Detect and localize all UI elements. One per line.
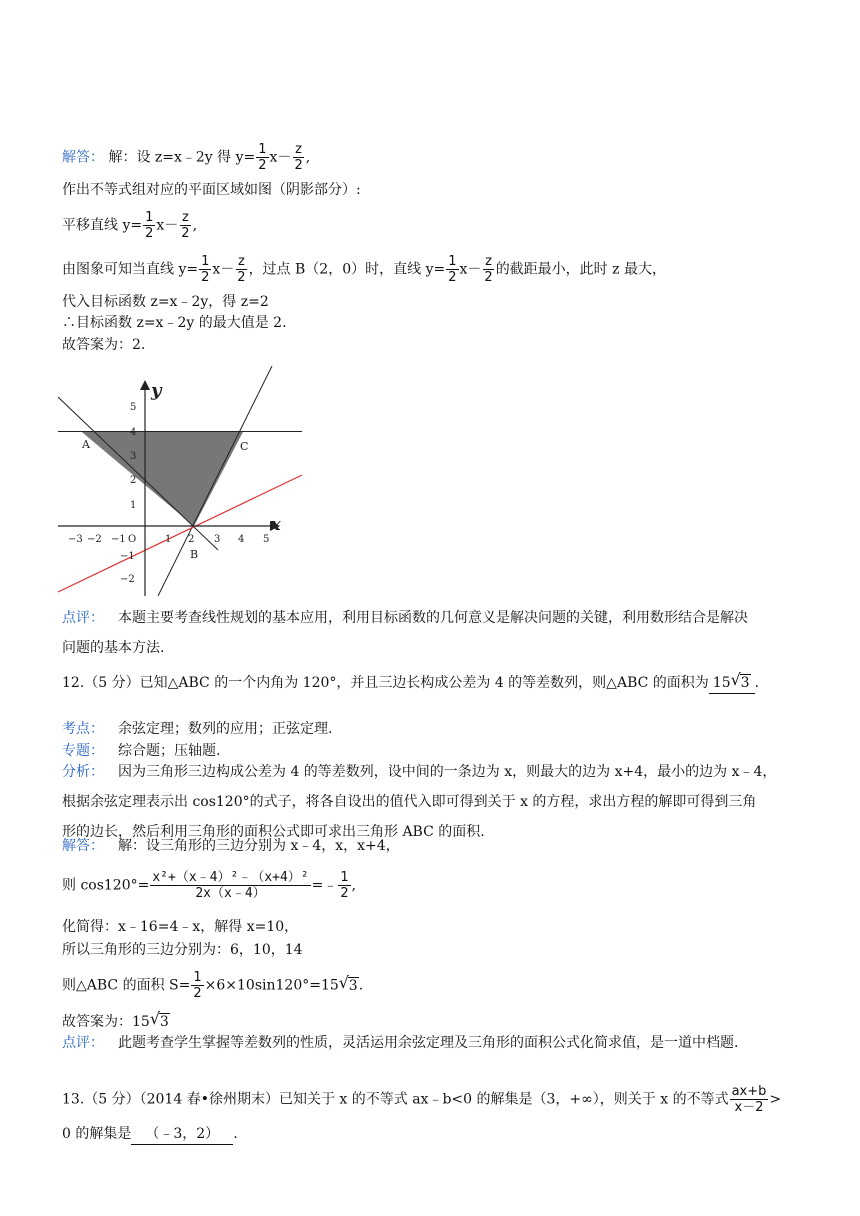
q12-solution-line1: 解答： 解：设三角形的三边分别为 x﹣4，x，x+4， — [62, 837, 400, 854]
point-a-label: A — [82, 438, 90, 451]
point-c-label: C — [240, 440, 249, 453]
q12-analysis: 分析： 因为三角形三边构成公差为 4 的等差数列，设中间的一条边为 x，则最大的边为 x+4，最小的边为 x﹣4， 根据余弦定理表示出 cos120°的式子，将各自设出的值代入即可得到关于 x 的方程，求出方程的解即可得到三角 形的边长，然后利用三角形的面积公式即可求出三角形 ABC 的面积. — [62, 763, 777, 840]
x-axis-label: x — [270, 514, 281, 535]
q12-answer-blank: 15 √ 3 — [709, 673, 755, 694]
x-tick-label: 5 — [263, 534, 270, 545]
shaded-region — [81, 432, 243, 527]
x-tick-label: −1 — [111, 534, 126, 545]
x-tick-label: 2 — [188, 534, 195, 545]
q12-simplify: 化简得：x﹣16=4﹣x，解得 x=10， — [62, 919, 299, 935]
y-tick-label: 2 — [130, 475, 137, 486]
q11-line2: 作出不等式组对应的平面区域如图（阴影部分）: — [62, 182, 361, 198]
q12-sides: 所以三角形的三边分别为：6，10，14 — [62, 942, 303, 958]
fraction-half: $\frac{1}{2}$ — [258, 142, 267, 173]
q12-cos-formula: 则 cos120°= $\frac{\text{x²+（x﹣4）²﹣（x+4）²}}{2x(x﹣4)}$ =﹣ $\frac{1}{2}$ , — [62, 870, 357, 901]
q12-comment: 点评： 此题考查学生掌握等差数列的性质，灵活运用余弦定理及三角形的面积公式化简求值，是一道中档题. — [62, 1034, 739, 1051]
q11-line6: ∴目标函数 z=x﹣2y 的最大值是 2. — [62, 315, 287, 331]
cos-fraction: $\frac{\text{x²+（x﹣4）²﹣（x+4）²}}{2x(x﹣4)}$ — [152, 870, 309, 901]
q13-answer-blank: （﹣3，2） — [131, 1124, 233, 1145]
point-b-label: B — [190, 548, 199, 561]
y-tick-label: −2 — [120, 574, 135, 585]
q12-area: 则△ABC 的面积 S= $\frac{1}{2}$ ×6×10sin120°=15 √ 3. — [62, 970, 364, 1001]
y-tick-label: 5 — [130, 402, 137, 413]
comment-tag: 点评： — [62, 609, 104, 625]
q11-line3: 平移直线 y= $\frac{1}{2}$ x－ $\frac{z}{2}$ , — [62, 210, 198, 241]
q13-line2: 0 的解集是 （﹣3，2） . — [62, 1124, 238, 1145]
y-tick-label: −1 — [120, 551, 135, 562]
y-axis-arrow — [140, 380, 150, 390]
y-tick-label: 1 — [130, 500, 137, 511]
fraction-z-half: $\frac{z}{2}$ — [294, 142, 303, 173]
x-tick-label: 1 — [165, 534, 172, 545]
x-tick-label: 3 — [214, 534, 221, 545]
q11-line4: 由图象可知当直线 y= $\frac{1}{2}$ x－ $\frac{z}{2}$ ，过点 B（2，0）时，直线 y= $\frac{1}{2}$ x－ $\frac{z}{2}$ 的截距最小，此时 z 最大， — [62, 254, 666, 285]
q13-stem: 13.（5 分）（2014 春•徐州期末）已知关于 x 的不等式 ax﹣b<0 的解集是（3，+∞），则关于 x 的不等式 $\frac{ax+b}{x-2}$ > — [62, 1084, 782, 1115]
feasible-region-graph — [58, 366, 302, 596]
q12-knowledge: 考点： 余弦定理；数列的应用；正弦定理. — [62, 720, 333, 737]
q12-final-answer: 故答案为：15 √ 3 — [62, 1009, 169, 1030]
q12-topic: 专题： 综合题；压轴题. — [62, 742, 221, 759]
x-tick-label: −2 — [87, 534, 102, 545]
y-axis-label: y — [151, 380, 162, 401]
q11-line5: 代入目标函数 z=x﹣2y，得 z=2 — [62, 294, 269, 310]
x-tick-label: −3 — [68, 534, 83, 545]
solution-tag: 解答： — [62, 148, 104, 165]
y-tick-label: 3 — [130, 451, 137, 462]
q11-line7: 故答案为：2. — [62, 337, 146, 353]
q11-comment: 点评： 本题主要考查线性规划的基本应用，利用目标函数的几何意义是解决问题的关键，利用数形结合是解决 问题的基本方法. — [62, 609, 748, 656]
origin-label: O — [128, 534, 137, 545]
x-tick-label: 4 — [238, 534, 245, 545]
q12-stem: 12.（5 分）已知△ABC 的一个内角为 120°，并且三边长构成公差为 4 的等差数列，则△ABC 的面积为 15 √ 3 . — [62, 673, 759, 694]
q11-solution-line1: 解答： 解：设 z=x﹣2y 得 y= $\frac{1}{2}$ x－ $\frac{z}{2}$ , — [62, 142, 311, 173]
q13-fraction: $\frac{ax+b}{x-2}$ — [731, 1084, 767, 1115]
y-tick-label: 4 — [130, 427, 137, 438]
